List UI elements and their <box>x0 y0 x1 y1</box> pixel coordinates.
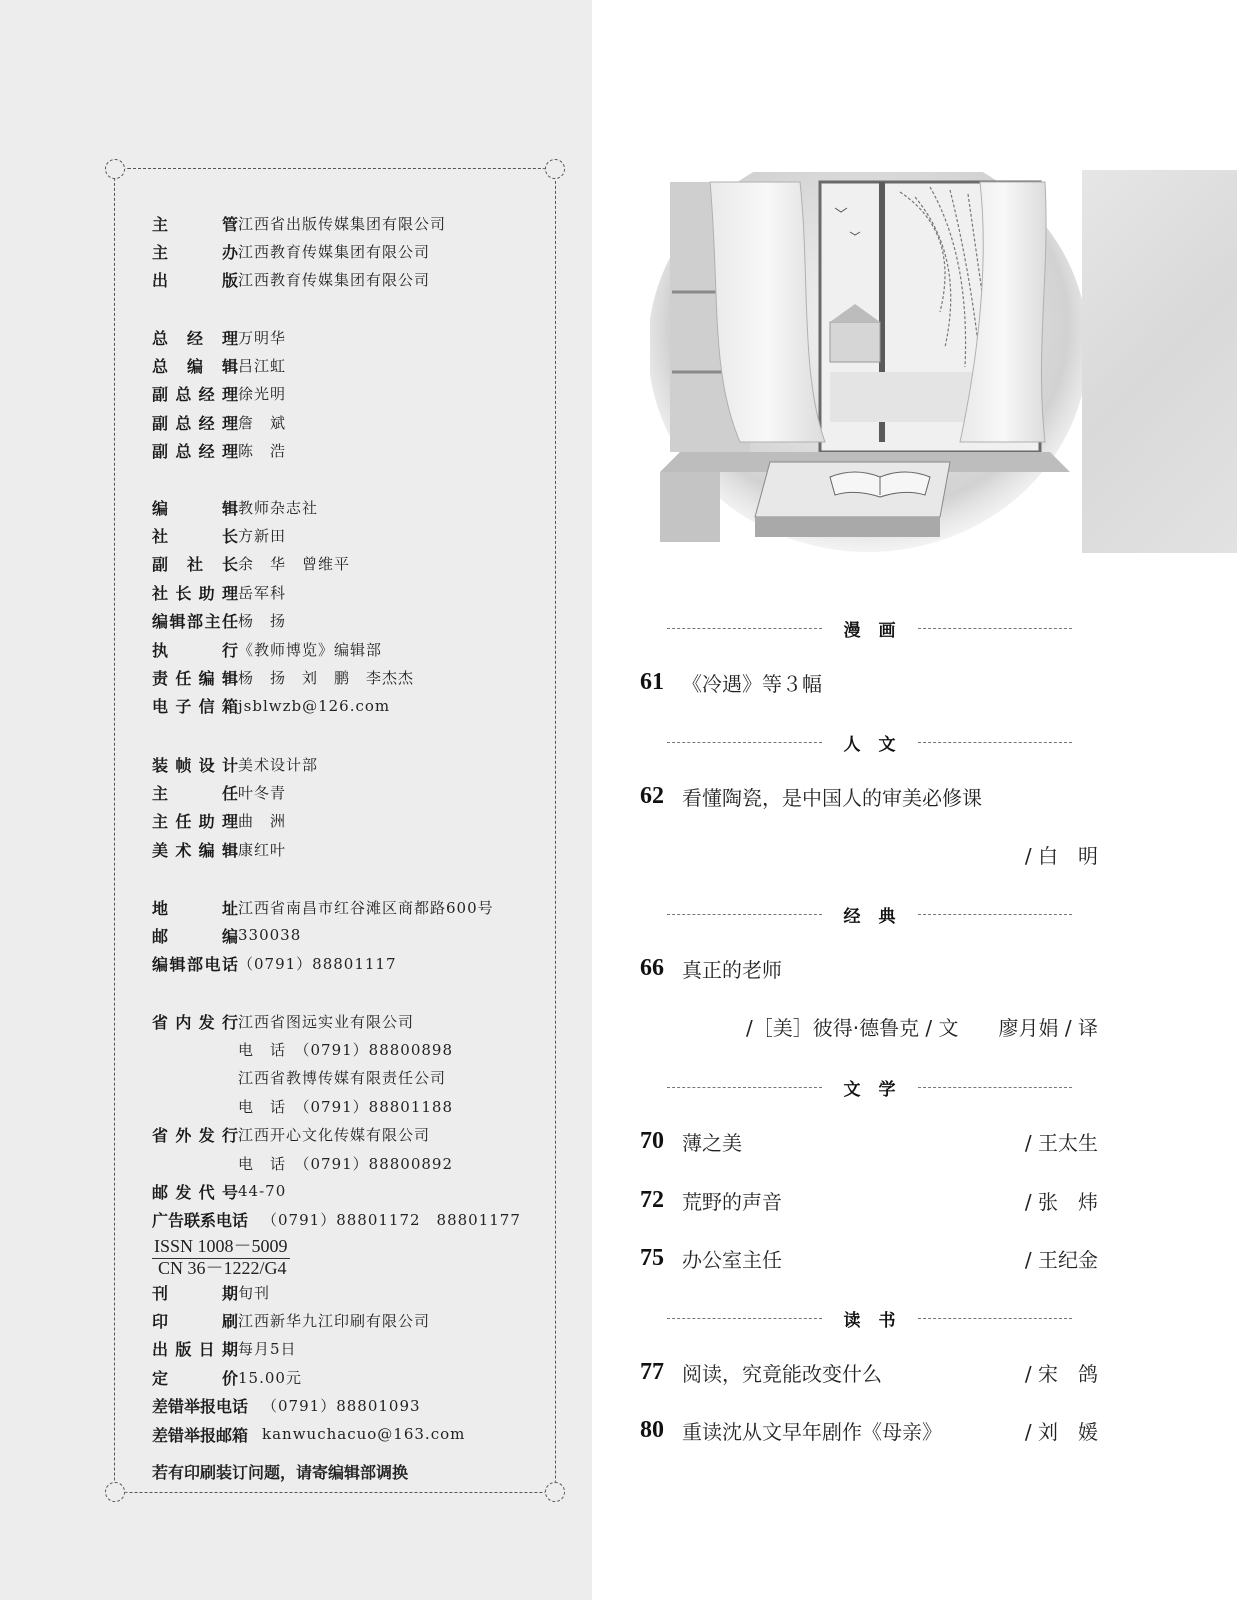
article-title: 看懂陶瓷，是中国人的审美必修课 <box>682 785 982 810</box>
colophon-value: 江西教育传媒集团有限公司 <box>238 271 431 290</box>
colophon-row <box>152 522 286 548</box>
colophon-value: （0791）88801093 <box>262 1397 421 1416</box>
dashed-rule <box>918 914 1073 915</box>
colophon-value: 15.00元 <box>238 1368 302 1387</box>
colophon-row <box>152 1150 453 1176</box>
colophon-label: 定 价 <box>152 1368 238 1388</box>
section-heading <box>667 1306 1072 1330</box>
colophon-label: 省内发行 <box>152 1012 238 1032</box>
colophon-label: 副 社 长 <box>152 555 238 575</box>
colophon-value: 江西教育传媒集团有限公司 <box>238 242 431 261</box>
colophon-value: 江西新华九江印刷有限公司 <box>238 1311 431 1330</box>
colophon-row <box>152 238 430 264</box>
article-byline: /［美］彼得·德鲁克 / 文 廖月娟 / 译 <box>745 1015 1098 1040</box>
toc-entry[interactable] <box>640 1241 1098 1275</box>
article-title: 办公室主任 <box>682 1247 782 1272</box>
colophon-value: 吕江虹 <box>238 356 287 375</box>
colophon-value: 44-70 <box>238 1182 287 1201</box>
toc-entry[interactable] <box>640 665 1098 699</box>
colophon-label: 出 版 <box>152 271 238 291</box>
dashed-rule <box>918 742 1073 743</box>
colophon-label: 差错举报电话 <box>152 1397 249 1417</box>
colophon-value: 电 话 （0791）88800898 <box>238 1040 454 1059</box>
article-author: / 王太生 <box>1024 1130 1098 1155</box>
colophon-row <box>152 1279 270 1305</box>
colophon-value: 江西省出版传媒集团有限公司 <box>238 214 447 233</box>
colophon-label: 刊 期 <box>152 1283 238 1303</box>
colophon-label: 装帧设计 <box>152 755 238 775</box>
colophon-label: 主 管 <box>152 214 238 234</box>
toc-entry[interactable] <box>640 1183 1098 1217</box>
colophon-label: 主 办 <box>152 242 238 262</box>
colophon-row <box>152 324 286 350</box>
article-title: 薄之美 <box>682 1130 742 1155</box>
colophon-value: jsblwzb@126.com <box>238 696 391 715</box>
colophon-row <box>152 894 494 920</box>
colophon-value: 江西省教博传媒有限责任公司 <box>238 1069 447 1088</box>
colophon-value: 余 华 曾维平 <box>238 555 351 574</box>
colophon-value: 美术设计部 <box>238 755 319 774</box>
colophon-label: 差错举报邮箱 <box>152 1425 249 1445</box>
colophon-value: 《教师博览》编辑部 <box>238 640 383 659</box>
colophon-label: 主任助理 <box>152 812 238 832</box>
article-author: / 王纪金 <box>1024 1247 1098 1272</box>
colophon-value: 康红叶 <box>238 840 287 859</box>
colophon-label: 总 经 理 <box>152 328 238 348</box>
article-author: / 张 炜 <box>1024 1189 1098 1214</box>
colophon-value: 叶冬青 <box>238 783 287 802</box>
article-title: 真正的老师 <box>682 957 782 982</box>
colophon-row <box>152 381 286 407</box>
colophon-value: 曲 洲 <box>238 812 287 831</box>
dashed-rule <box>667 1087 822 1088</box>
colophon-row <box>152 693 390 719</box>
paper-texture-strip <box>1082 170 1237 553</box>
dashed-rule <box>667 1318 822 1319</box>
dashed-rule <box>667 628 822 629</box>
dashed-rule <box>667 742 822 743</box>
page-number: 80 <box>640 1416 664 1443</box>
dashed-rule <box>918 1318 1073 1319</box>
colophon-label: 出版日期 <box>152 1340 238 1360</box>
frame-corner <box>105 159 125 179</box>
colophon-value: 方新田 <box>238 526 287 545</box>
section-heading <box>667 1075 1072 1099</box>
page-number: 61 <box>640 668 664 695</box>
colophon-value: 万明华 <box>238 328 287 347</box>
section-title: 文学 <box>843 1079 914 1100</box>
colophon-row <box>152 836 286 862</box>
article-byline: / 白 明 <box>1024 843 1098 868</box>
dashed-rule <box>667 914 822 915</box>
page-number: 66 <box>640 954 664 981</box>
colophon-label: 编辑部主任 <box>152 612 238 632</box>
cn-number: CN 36－1222/G4 <box>158 1258 287 1278</box>
section-title: 人文 <box>843 734 914 755</box>
colophon-row <box>152 751 318 777</box>
colophon-value: 杨 扬 <box>238 612 287 631</box>
colophon-label: 地 址 <box>152 898 238 918</box>
colophon-row <box>152 808 286 834</box>
toc-entry[interactable] <box>640 1413 1098 1447</box>
colophon-label: 美术编辑 <box>152 840 238 860</box>
colophon-row <box>152 636 382 662</box>
colophon-label: 印 刷 <box>152 1311 238 1331</box>
colophon-label: 主 任 <box>152 783 238 803</box>
section-title: 经典 <box>843 906 914 927</box>
colophon-value: 陈 浩 <box>238 442 287 461</box>
toc-entry[interactable] <box>640 779 1098 813</box>
section-heading <box>667 730 1072 754</box>
toc-entry[interactable] <box>640 1124 1098 1158</box>
page-number: 77 <box>640 1358 664 1385</box>
colophon-label: 广告联系电话 <box>152 1211 249 1231</box>
colophon-value: 江西省图远实业有限公司 <box>238 1012 415 1031</box>
colophon-label: 副总经理 <box>152 442 238 462</box>
colophon-row <box>152 409 286 435</box>
toc-entry[interactable] <box>640 1355 1098 1389</box>
colophon-row <box>152 1036 453 1062</box>
colophon-value: 詹 斌 <box>238 413 287 432</box>
colophon-value: 徐光明 <box>238 385 287 404</box>
notice-row <box>152 1458 408 1484</box>
article-author: / 刘 媛 <box>1024 1419 1098 1444</box>
colophon-label: 邮 编 <box>152 926 238 946</box>
colophon-value: 电 话 （0791）88800892 <box>238 1154 454 1173</box>
colophon-label: 总 编 辑 <box>152 356 238 376</box>
colophon-label: 省外发行 <box>152 1126 238 1146</box>
colophon-row <box>152 1307 430 1333</box>
colophon-label: 责任编辑 <box>152 668 238 688</box>
colophon-row <box>152 1207 521 1233</box>
colophon-row <box>152 951 397 977</box>
section-heading <box>667 616 1072 640</box>
colophon-label: 社长助理 <box>152 583 238 603</box>
article-author: / 宋 鸽 <box>1024 1361 1098 1386</box>
colophon-row <box>152 1364 302 1390</box>
colophon-row <box>152 922 301 948</box>
colophon-label: 副总经理 <box>152 413 238 433</box>
colophon-value: （0791）88801117 <box>238 955 397 974</box>
colophon-label: 执 行 <box>152 640 238 660</box>
colophon-value: 每月5日 <box>238 1340 297 1359</box>
colophon-row <box>152 352 286 378</box>
article-title: 荒野的声音 <box>682 1189 782 1214</box>
issn-number: ISSN 1008－5009 <box>152 1232 290 1259</box>
colophon-row <box>152 608 286 634</box>
frame-corner <box>545 159 565 179</box>
colophon-row <box>152 1093 453 1119</box>
colophon-row <box>152 1336 297 1362</box>
window-sketch-illustration <box>650 172 1086 552</box>
colophon-row <box>152 438 286 464</box>
colophon-value: 旬刊 <box>238 1283 271 1302</box>
colophon-row <box>152 579 286 605</box>
page-number: 75 <box>640 1244 664 1271</box>
colophon-row <box>152 1008 414 1034</box>
dashed-rule <box>918 628 1073 629</box>
dashed-rule <box>918 1087 1073 1088</box>
section-title: 读书 <box>843 1310 914 1331</box>
page-number: 62 <box>640 782 664 809</box>
colophon-value: 电 话 （0791）88801188 <box>238 1097 454 1116</box>
frame-corner <box>545 1482 565 1502</box>
colophon-value: 岳军科 <box>238 583 287 602</box>
section-title: 漫画 <box>843 620 914 641</box>
toc-entry[interactable] <box>640 951 1098 985</box>
section-heading <box>667 902 1072 926</box>
colophon-row <box>152 210 446 236</box>
colophon-label: 编 辑 <box>152 498 238 518</box>
colophon-value: 杨 扬 刘 鹏 李杰杰 <box>238 668 415 687</box>
colophon-row <box>152 1421 465 1447</box>
article-title: 《冷遇》等３幅 <box>682 671 822 696</box>
colophon-row <box>152 1065 446 1091</box>
colophon-row <box>152 494 318 520</box>
colophon-row <box>152 1393 421 1419</box>
colophon-value: 330038 <box>238 926 302 945</box>
colophon-label: 电子信箱 <box>152 697 238 717</box>
colophon-label: 社 长 <box>152 526 238 546</box>
colophon-label: 邮发代号 <box>152 1182 238 1202</box>
colophon-value: （0791）88801172 88801177 <box>262 1211 521 1230</box>
colophon-value: 教师杂志社 <box>238 498 319 517</box>
colophon-panel <box>0 0 592 1600</box>
colophon-value: kanwuchacuo@163.com <box>262 1425 466 1443</box>
colophon-row <box>152 551 350 577</box>
window-sketch-image <box>650 172 1086 552</box>
colophon-value: 江西开心文化传媒有限公司 <box>238 1126 431 1145</box>
print-issue-notice: 若有印刷装订问题，请寄编辑部调换 <box>152 1462 409 1482</box>
page-number: 72 <box>640 1186 664 1213</box>
colophon-label: 副总经理 <box>152 385 238 405</box>
article-title: 重读沈从文早年剧作《母亲》 <box>682 1419 942 1444</box>
colophon-row <box>152 779 286 805</box>
page-number: 70 <box>640 1127 664 1154</box>
colophon-label: 编辑部电话 <box>152 955 238 975</box>
colophon-row <box>152 1178 286 1204</box>
colophon-row <box>152 267 430 293</box>
article-title: 阅读，究竟能改变什么 <box>682 1361 882 1386</box>
colophon-row <box>152 1122 430 1148</box>
frame-corner <box>105 1482 125 1502</box>
colophon-row <box>152 664 414 690</box>
colophon-value: 江西省南昌市红谷滩区商都路600号 <box>238 898 494 917</box>
